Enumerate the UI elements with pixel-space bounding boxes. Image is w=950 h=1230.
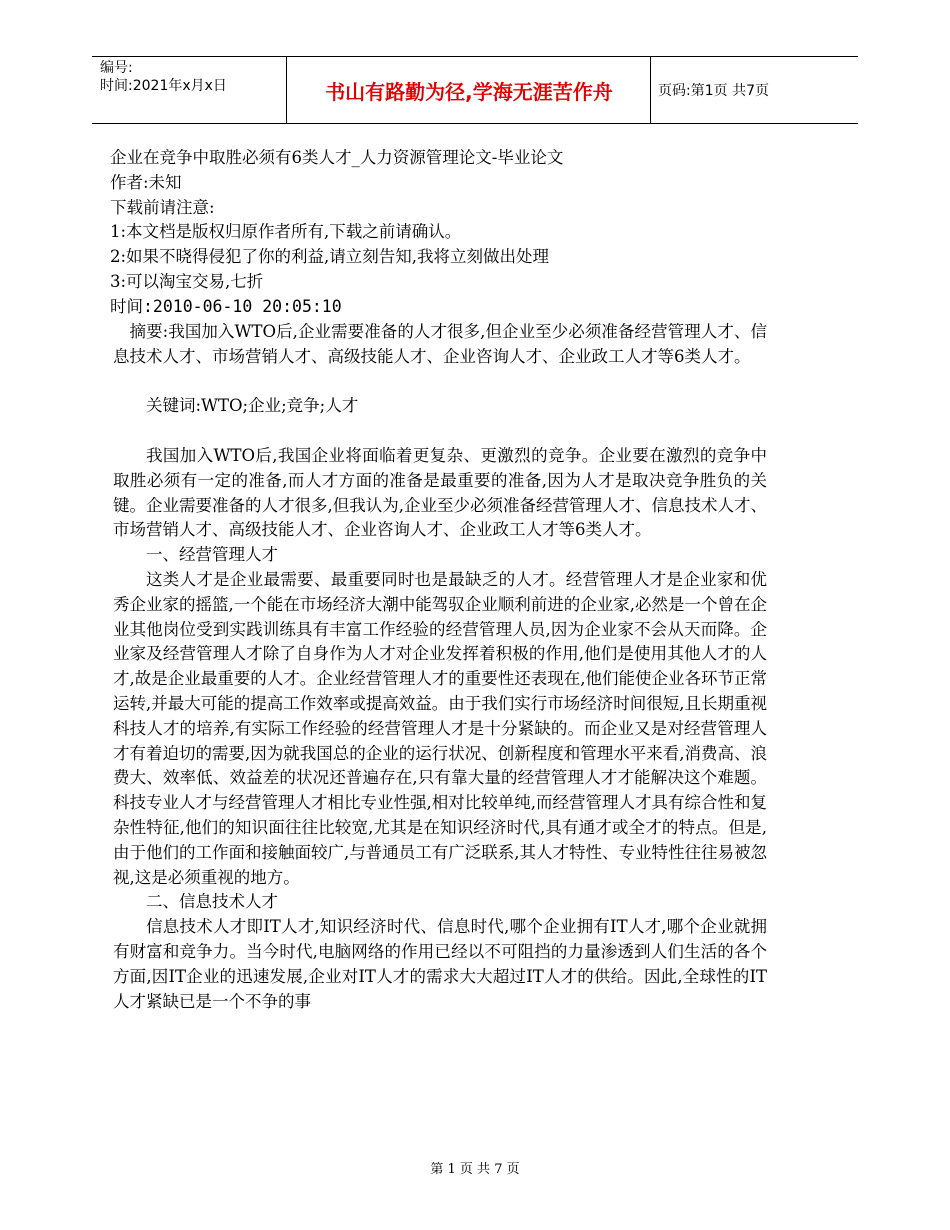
notice-item: 2:如果不晓得侵犯了你的利益,请立刻告知,我将立刻做出处理 (110, 247, 550, 267)
page-header (92, 56, 858, 124)
section-paragraph: 信息技术人才即IT人才,知识经济时代、信息时代,哪个企业拥有IT人才,哪个企业就拥有财富和竞争力。当今时代,电脑网络的作用已经以不可阻挡的力量渗透到人们生活的各个方面,因IT企业的迅速发展,企业对IT人才的需求大大超过IT人才的供给。因此,全球性的IT人才紧缺已是一个不争的事 (113, 917, 767, 1011)
document-number-label: 编号: (100, 60, 133, 76)
download-notice: 下载前请注意: (110, 197, 215, 217)
notice-item: 1:本文档是版权归原作者所有,下载之前请确认。 (110, 222, 462, 242)
intro-paragraph: 我国加入WTO后,我国企业将面临着更复杂、更激烈的竞争。企业要在激烈的竞争中取胜必须有一定的准备,而人才方面的准备是最重要的准备,因为人才是取决竞争胜负的关键。企业需要准备的人才很多,但我认为,企业至少必须准备经营管理人才、信息技术人才、市场营销人才、高级技能人才、企业咨询人才、企业政工人才等6类人才。 (113, 445, 767, 540)
document-body (113, 320, 767, 1014)
page-footer: 第 1 页 共 7 页 (430, 1162, 520, 1177)
abstract-paragraph: 摘要:我国加入WTO后,企业需要准备的人才很多,但企业至少必须准备经营管理人才、信息技术人才、市场营销人才、高级技能人才、企业咨询人才、企业政工人才等6类人才。 (113, 322, 767, 366)
header-divider (286, 57, 287, 123)
header-left (100, 59, 227, 95)
document-meta (110, 146, 810, 320)
document-time: 时间:2010-06-10 20:05:10 (110, 296, 342, 316)
notice-item: 3:可以淘宝交易,七折 (110, 271, 264, 291)
header-divider (650, 57, 651, 123)
document-title: 企业在竞争中取胜必须有6类人才_人力资源管理论文-毕业论文 (110, 148, 564, 167)
header-page-info: 页码:第1页 共7页 (658, 83, 769, 99)
keywords-paragraph: 关键词:WTO;企业;竞争;人才 (146, 396, 359, 416)
header-motto: 书山有路勤为径,学海无涯苦作舟 (325, 79, 613, 104)
section-heading: 二、信息技术人才 (146, 892, 278, 912)
section-paragraph: 这类人才是企业最需要、最重要同时也是最缺乏的人才。经营管理人才是企业家和优秀企业家的摇篮,一个能在市场经济大潮中能驾驭企业顺利前进的企业家,必然是一个曾在企业其他岗位受到实践训练具有丰富工作经验的经营管理人员,因为企业家不会从天而降。企业家及经营管理人才除了自身作为人才对企业发挥着积极的作用,他们是使用其他人才的人才,故是企业最重要的人才。企业经营管理人才的重要性还表现在,他们能使企业各环节正常运转,并最大可能的提高工作效率或提高效益。由于我们实行市场经济时间很短,且长期重视科技人才的培养,有实际工作经验的经营管理人才是十分紧缺的。而企业又是对经营管理人才有着迫切的需要,因为就我国总的企业的运行状况、创新程度和管理水平来看,消费高、浪费大、效率低、效益差的状况还普遍存在,只有靠大量的经营管理人才才能解决这个难题。科技专业人才与经营管理人才相比专业性强,相对比较单纯,而经营管理人才具有综合性和复杂性特征,他们的知识面往往比较宽,尤其是在知识经济时代,具有通才或全才的特点。但是,由于他们的工作面和接触面较广,与普通员工有广泛联系,其人才特性、专业特性往往易被忽视,这是必须重视的地方。 (113, 569, 767, 887)
document-author: 作者:未知 (110, 172, 182, 192)
section-heading: 一、经营管理人才 (146, 545, 278, 565)
header-time: 时间:2021年x月x日 (100, 78, 227, 94)
